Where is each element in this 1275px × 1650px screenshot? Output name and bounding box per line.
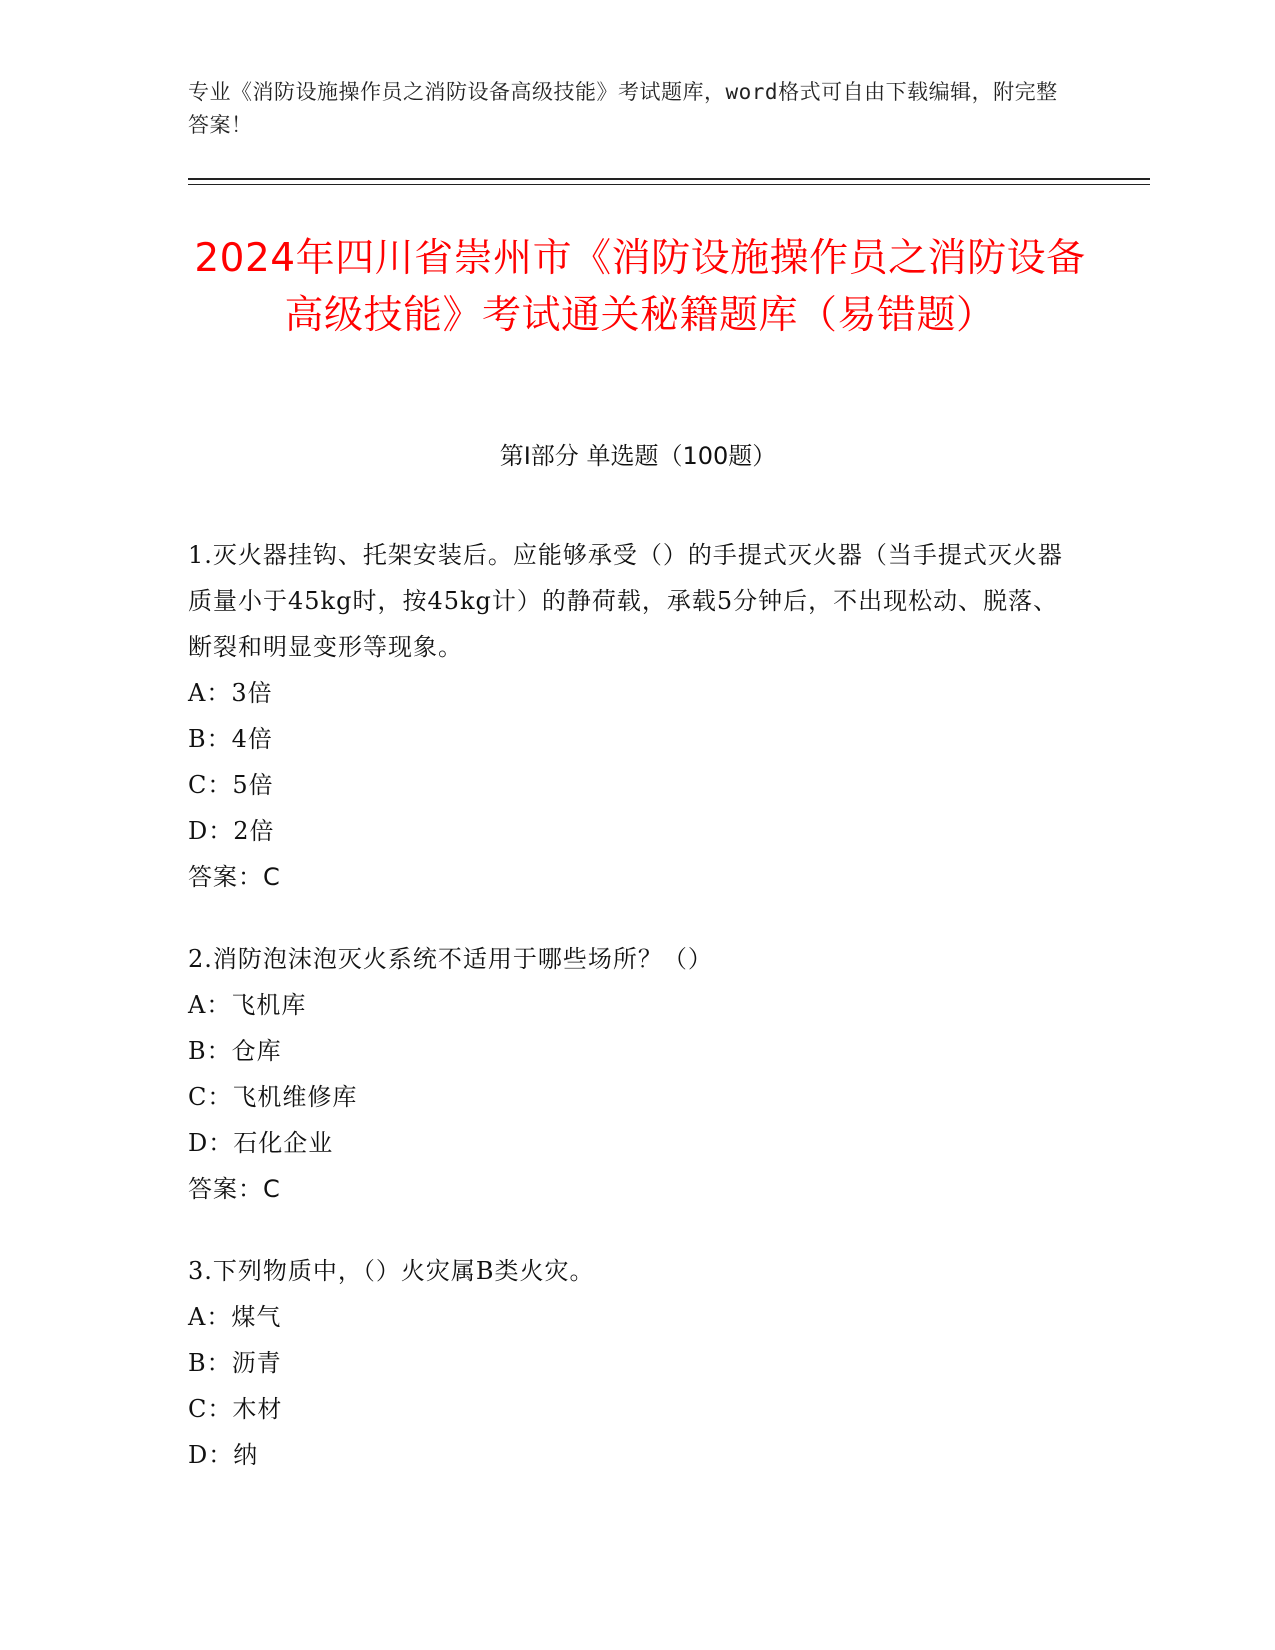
option-c: C：飞机维修库: [188, 1083, 358, 1111]
option-c: C：5倍: [188, 771, 274, 799]
answer: 答案：C: [188, 863, 281, 891]
option-b: B：4倍: [188, 725, 273, 753]
answer: 答案：C: [188, 1175, 281, 1203]
option-a: A：飞机库: [188, 991, 307, 1019]
section-heading: 第Ⅰ部分 单选题（100题）: [499, 442, 777, 470]
option-d: D：纳: [188, 1441, 259, 1469]
document-title: 2024年四川省崇州市《消防设施操作员之消防设备高级技能》考试通关秘籍题库（易错题）: [194, 236, 1086, 338]
option-d: D：2倍: [188, 817, 275, 845]
header-note: 专业《消防设施操作员之消防设备高级技能》考试题库，word格式可自由下载编辑，附完整答案！: [188, 80, 1058, 137]
question-1: [188, 532, 1068, 900]
option-b: B：沥青: [188, 1349, 282, 1377]
question-3: [188, 1248, 1068, 1478]
option-b: B：仓库: [188, 1037, 282, 1065]
question-stem: 2.消防泡沫泡灭火系统不适用于哪些场所？（）: [188, 945, 713, 973]
question-list: [188, 532, 1068, 1514]
header-divider-thin: [188, 184, 1150, 185]
question-2: [188, 936, 1068, 1212]
question-stem: 1.灭火器挂钩、托架安装后。应能够承受（）的手提式灭火器（当手提式灭火器质量小于45kg时，按45kg计）的静荷载，承载5分钟后，不出现松动、脱落、断裂和明显变形等现象。: [188, 541, 1063, 661]
option-c: C：木材: [188, 1395, 283, 1423]
header-divider-thick: [188, 178, 1150, 180]
option-a: A：3倍: [188, 679, 273, 707]
option-d: D：石化企业: [188, 1129, 334, 1157]
question-stem: 3.下列物质中，（）火灾属B类火灾。: [188, 1257, 595, 1285]
option-a: A：煤气: [188, 1303, 282, 1331]
